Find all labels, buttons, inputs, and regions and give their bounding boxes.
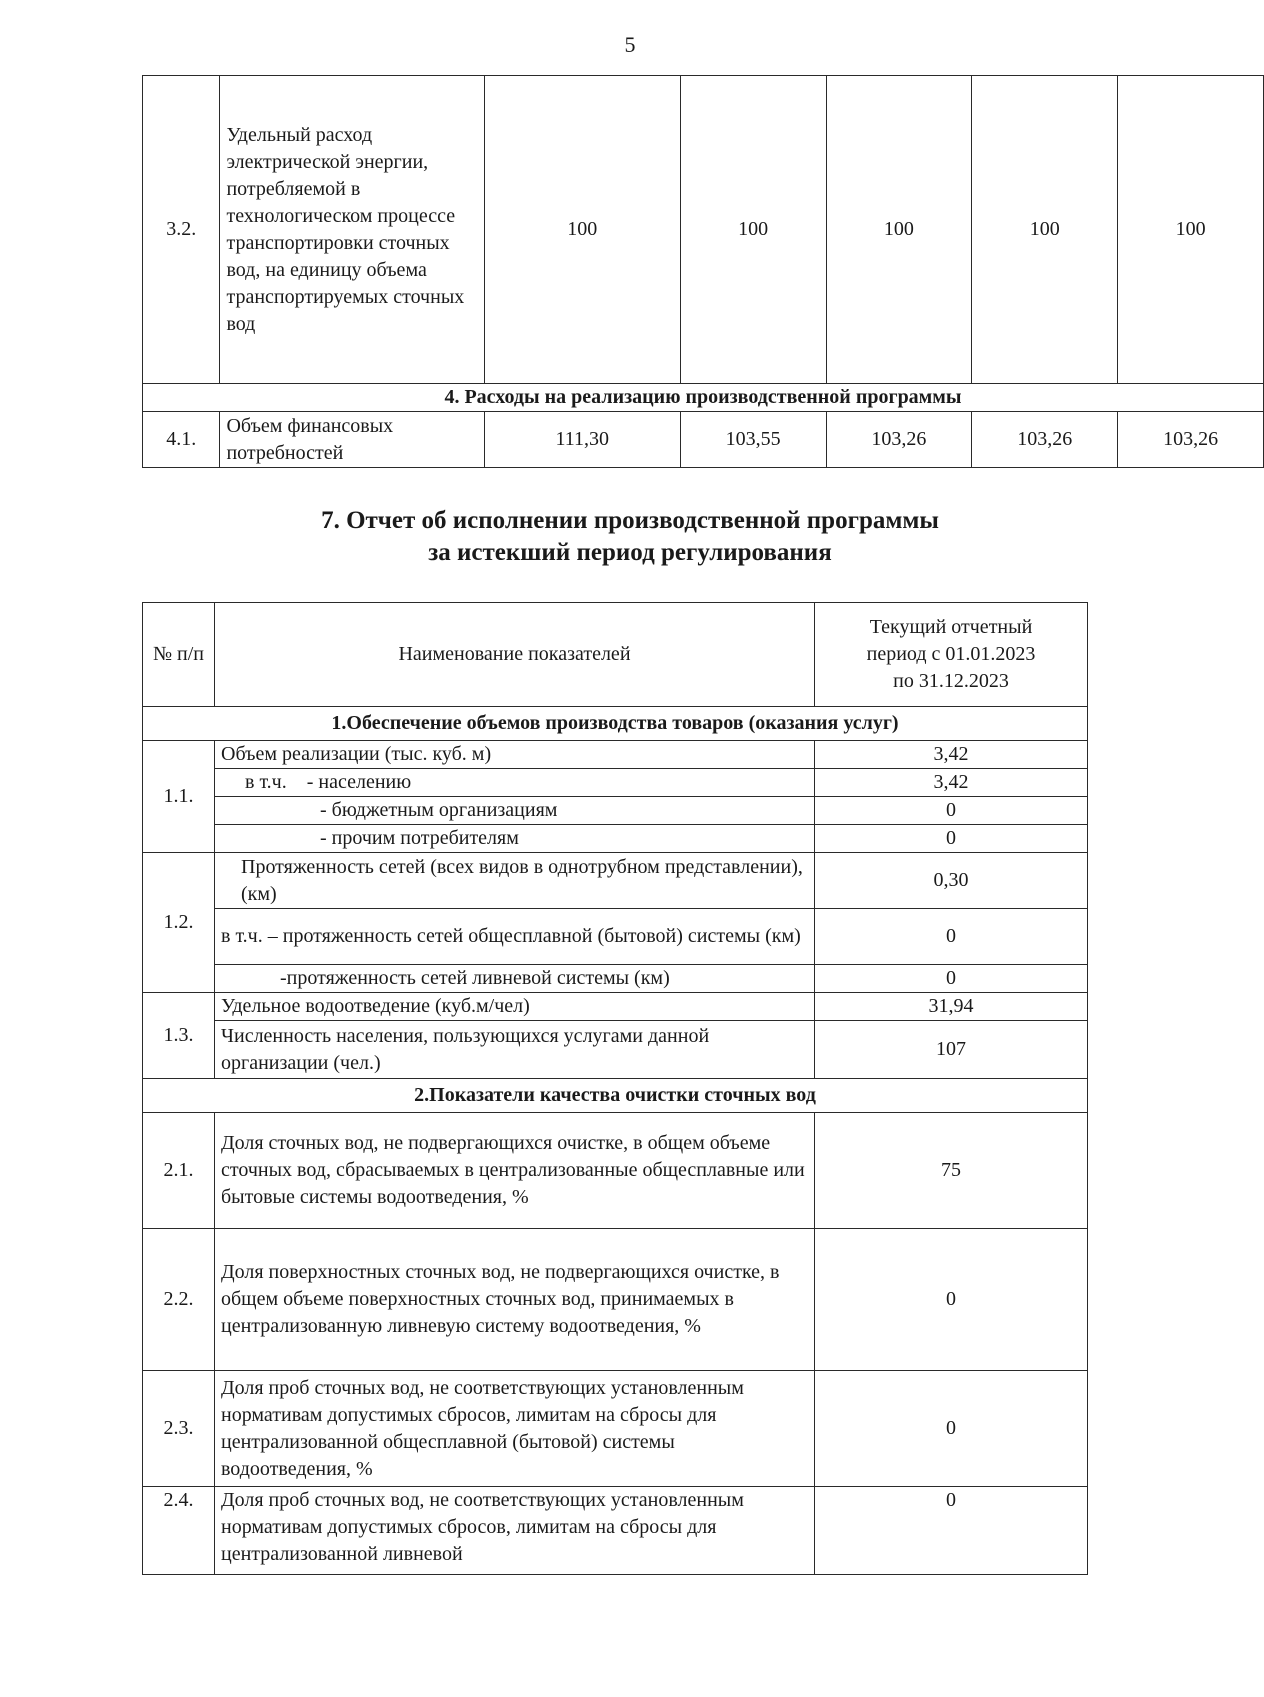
- value-cell: 100: [680, 76, 826, 384]
- indicator-name: Удельный расход электрической энергии, потребляемой в технологическом процессе транспортировки сточных вод, на единицу объема транспортируемых сточных вод: [220, 76, 484, 384]
- indicator-name: Протяженность сетей (всех видов в однотрубном представлении), (км): [215, 853, 815, 909]
- table-row: [143, 412, 1264, 468]
- period-header: [815, 603, 1088, 707]
- value-cell: 103,26: [1118, 412, 1264, 468]
- table-row: [143, 909, 1088, 965]
- table-row: [143, 965, 1088, 993]
- row-number: 1.3.: [143, 993, 215, 1079]
- row-number: 3.2.: [143, 76, 220, 384]
- period-header-line: по 31.12.2023: [893, 670, 1009, 692]
- indicator-name: Численность населения, пользующихся услугами данной организации (чел.): [215, 1021, 815, 1079]
- section-title: 4. Расходы на реализацию производственной программы: [143, 384, 1264, 412]
- value-cell: 103,26: [826, 412, 972, 468]
- section-heading: [0, 505, 1260, 569]
- name-header: Наименование показателей: [215, 603, 815, 707]
- value-cell: 100: [1118, 76, 1264, 384]
- table-row: [143, 769, 1088, 797]
- section-title: 2.Показатели качества очистки сточных вод: [143, 1079, 1088, 1113]
- heading-line-2: за истекший период регулирования: [428, 539, 832, 566]
- table-row: [143, 797, 1088, 825]
- continued-indicators-table: [142, 75, 1264, 468]
- indicator-name: Доля поверхностных сточных вод, не подвергающихся очистке, в общем объеме поверхностных сточных вод, принимаемых в централизованную ливневую систему водоотведения, %: [215, 1229, 815, 1371]
- row-number: 2.1.: [143, 1113, 215, 1229]
- indicator-name: - прочим потребителям: [215, 825, 815, 853]
- indicator-name: - бюджетным организациям: [215, 797, 815, 825]
- indicator-value: 0: [815, 1487, 1088, 1575]
- table-row: [143, 741, 1088, 769]
- indicator-name: Доля проб сточных вод, не соответствующих установленным нормативам допустимых сбросов, лимитам на сбросы для централизованной общесплавной (бытовой) системы водоотведения, %: [215, 1371, 815, 1487]
- row-number: 4.1.: [143, 412, 220, 468]
- row-number: 1.2.: [143, 853, 215, 993]
- period-header-line: период с 01.01.2023: [866, 643, 1036, 665]
- indicator-value: 0: [815, 797, 1088, 825]
- value-cell: 103,26: [972, 412, 1118, 468]
- indicator-name: Объем финансовых потребностей: [220, 412, 484, 468]
- period-header-line: Текущий отчетный: [869, 616, 1033, 638]
- row-number: 2.3.: [143, 1371, 215, 1487]
- indicator-value: 0: [815, 1229, 1088, 1371]
- indicator-value: 31,94: [815, 993, 1088, 1021]
- section-title: 1.Обеспечение объемов производства товаров (оказания услуг): [143, 707, 1088, 741]
- table-row: [143, 1021, 1088, 1079]
- indicator-value: 107: [815, 1021, 1088, 1079]
- table-row: [143, 76, 1264, 384]
- table-row: [143, 853, 1088, 909]
- indicator-value: 0: [815, 1371, 1088, 1487]
- row-number: 1.1.: [143, 741, 215, 853]
- indicator-name: Объем реализации (тыс. куб. м): [215, 741, 815, 769]
- production-program-report-table: [142, 602, 1088, 1575]
- indicator-value: 0: [815, 825, 1088, 853]
- table-row: [143, 993, 1088, 1021]
- indicator-name: Доля сточных вод, не подвергающихся очистке, в общем объеме сточных вод, сбрасываемых в централизованные общесплавные или бытовые системы водоотведения, %: [215, 1113, 815, 1229]
- indicator-value: 3,42: [815, 741, 1088, 769]
- indicator-value: 0,30: [815, 853, 1088, 909]
- indicator-value: 0: [815, 965, 1088, 993]
- page-number: 5: [624, 32, 636, 57]
- table-row: [143, 825, 1088, 853]
- section-row: [143, 707, 1088, 741]
- table-row: [143, 1229, 1088, 1371]
- row-number: 2.4.: [143, 1487, 215, 1575]
- heading-line-1: 7. Отчет об исполнении производственной программы: [321, 507, 939, 534]
- header-row: [143, 603, 1088, 707]
- value-cell: 111,30: [484, 412, 680, 468]
- section-row: [143, 384, 1264, 412]
- table-row: [143, 1113, 1088, 1229]
- indicator-name: в т.ч. - населению: [215, 769, 815, 797]
- indicator-name: Доля проб сточных вод, не соответствующих установленным нормативам допустимых сбросов, лимитам на сбросы для централизованной ливневой: [215, 1487, 815, 1575]
- value-cell: 100: [972, 76, 1118, 384]
- indicator-name: Удельное водоотведение (куб.м/чел): [215, 993, 815, 1021]
- indicator-value: 75: [815, 1113, 1088, 1229]
- indicator-value: 0: [815, 909, 1088, 965]
- table-row: [143, 1487, 1088, 1575]
- section-row: [143, 1079, 1088, 1113]
- value-cell: 103,55: [680, 412, 826, 468]
- indicator-name: -протяженность сетей ливневой системы (км): [215, 965, 815, 993]
- value-cell: 100: [826, 76, 972, 384]
- value-cell: 100: [484, 76, 680, 384]
- row-number: 2.2.: [143, 1229, 215, 1371]
- number-header: № п/п: [143, 603, 215, 707]
- table-row: [143, 1371, 1088, 1487]
- indicator-value: 3,42: [815, 769, 1088, 797]
- indicator-name: в т.ч. – протяженность сетей общесплавной (бытовой) системы (км): [215, 909, 815, 965]
